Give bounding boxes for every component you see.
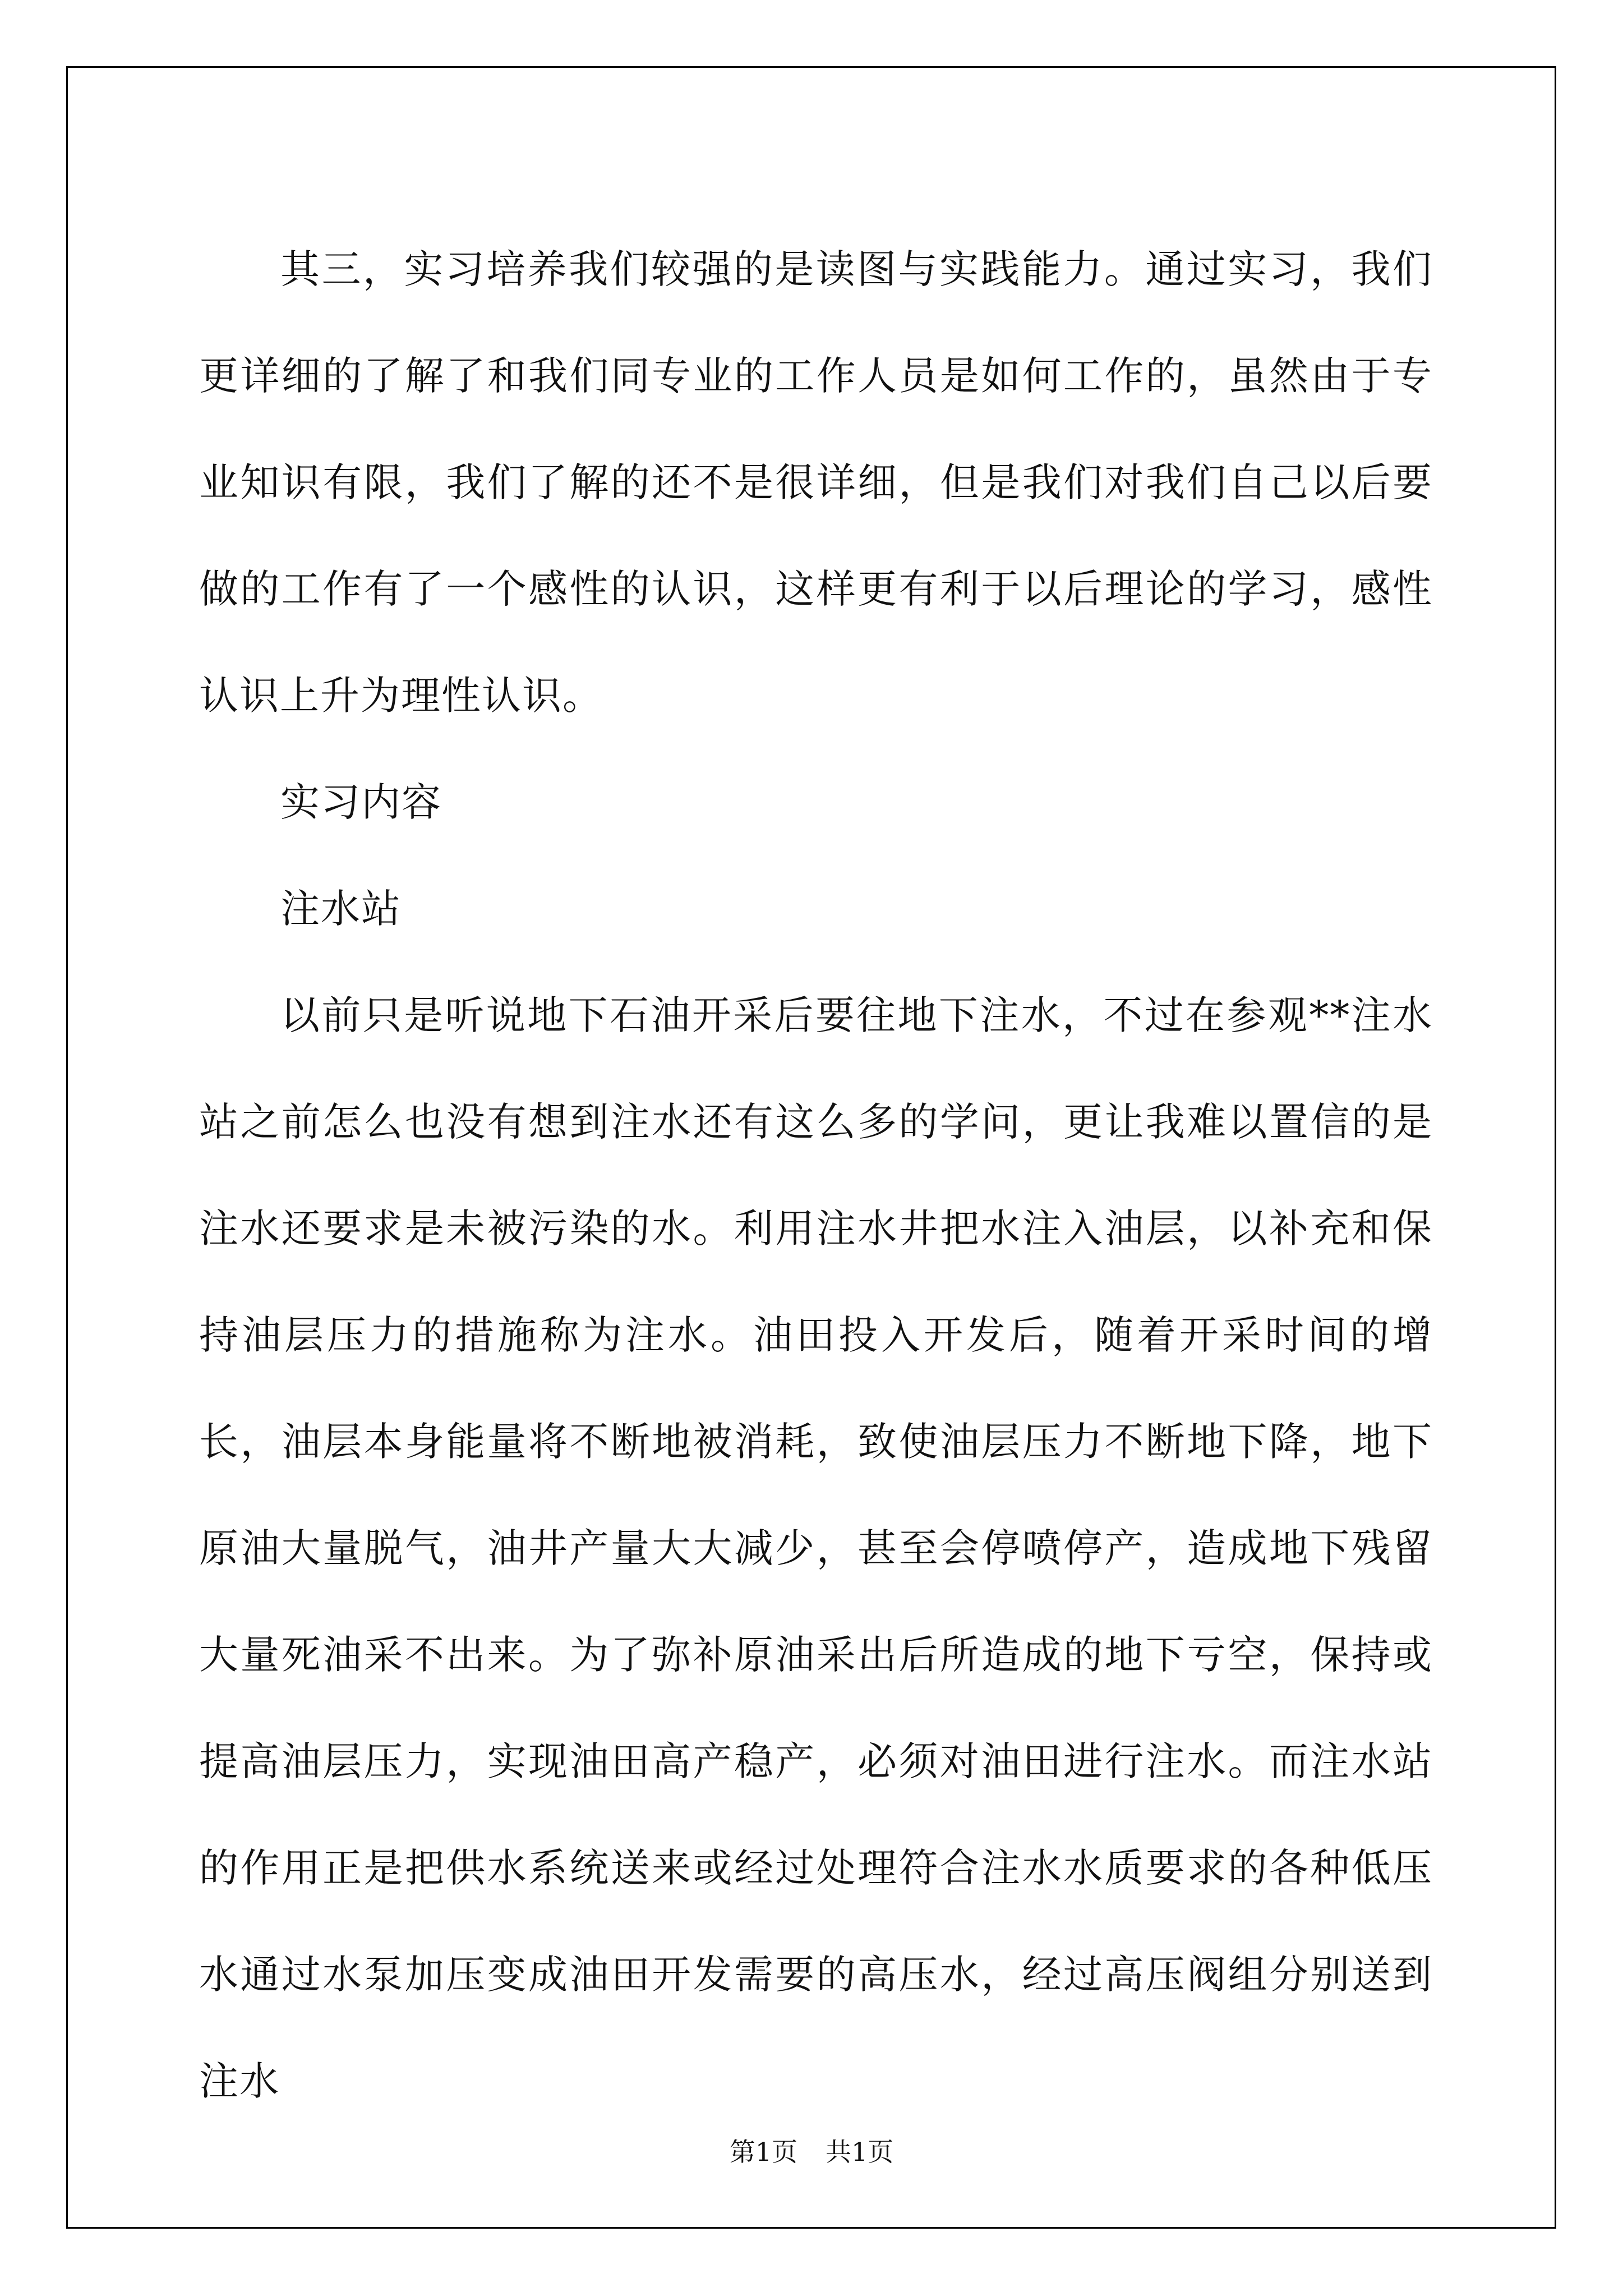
page-footer (0, 2132, 1623, 2169)
section-heading-internship-content: 实习内容 (280, 779, 442, 825)
section-heading-water-injection-station: 注水站 (280, 886, 402, 932)
page-number-current: 第1页 (729, 2137, 797, 2167)
paragraph-reading-skills: 其三，实习培养我们较强的是读图与实践能力。通过实习，我们更详细的了解了和我们同专业的工作人员是如何工作的，虽然由于专业知识有限，我们了解的还不是很详细，但是我们对我们自己以后要做的工作有了一个感性的认识，这样更有利于以后理论的学习，感性认识上升为理性认识。 (199, 246, 1433, 719)
document-body (199, 216, 1433, 2134)
paragraph-water-injection: 以前只是听说地下石油开采后要往地下注水，不过在参观**注水站之前怎么也没有想到注水还有这么多的学问，更让我难以置信的是注水还要求是未被污染的水。利用注水井把水注入油层，以补充和保持油层压力的措施称为注水。油田投入开发后，随着开采时间的增长，油层本身能量将不断地被消耗，致使油层压力不断地下降，地下原油大量脱气，油井产量大大减少，甚至会停喷停产，造成地下残留大量死油采不出来。为了弥补原油采出后所造成的地下亏空，保持或提高油层压力，实现油田高产稳产，必须对油田进行注水。而注水站的作用正是把供水系统送来或经过处理符合注水水质要求的各种低压水通过水泵加压变成油田开发需要的高压水，经过高压阀组分别送到注水 (199, 992, 1433, 2104)
page-number-total: 共1页 (826, 2137, 894, 2167)
